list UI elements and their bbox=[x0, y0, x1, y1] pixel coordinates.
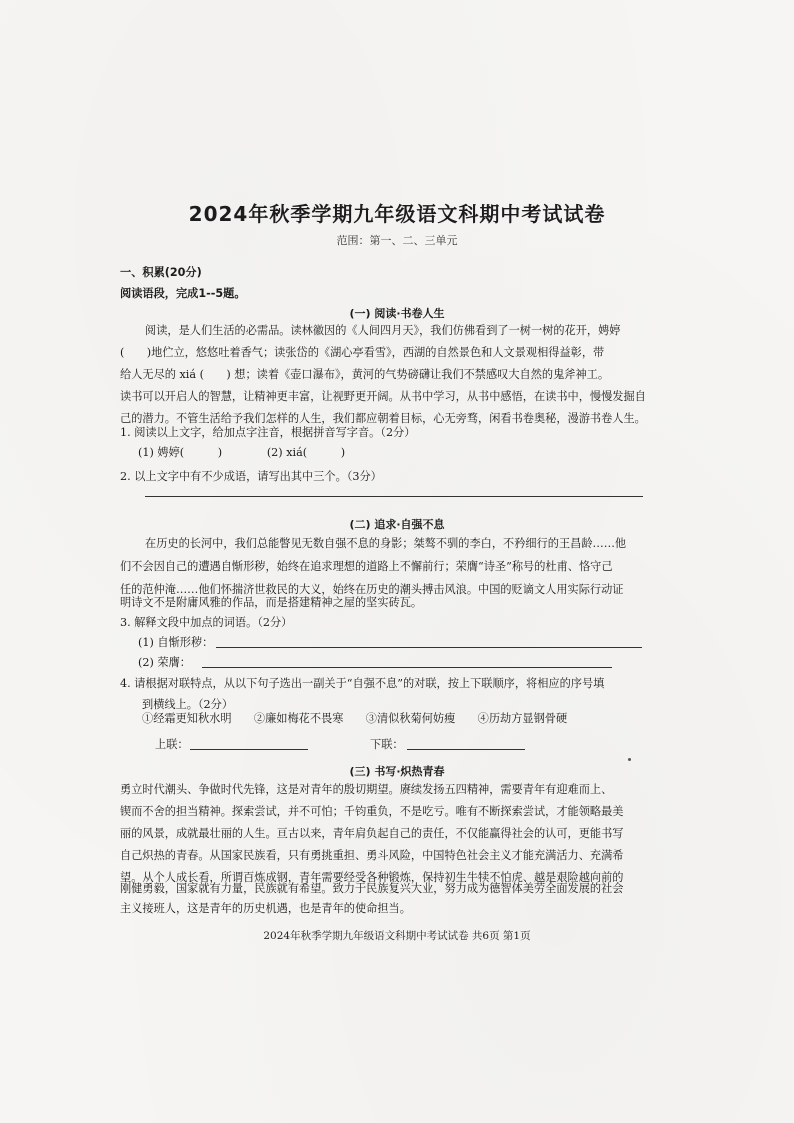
section2-title: (二) 追求·自强不息 bbox=[349, 518, 445, 531]
question-3: 3. 解释文段中加点的词语。（2分） bbox=[120, 616, 293, 629]
exam-title: 2024年秋季学期九年级语文科期中考试试卷 bbox=[188, 202, 606, 226]
answer-line-lower[interactable] bbox=[407, 749, 525, 750]
exam-scope: 范围：第一、二、三单元 bbox=[336, 234, 458, 247]
question-3a: (1) 自惭形秽： bbox=[138, 636, 214, 649]
part1-heading: 一、积累(20分) bbox=[120, 266, 202, 279]
section2-line: 们不会因自己的遭遇自惭形秽，始终在追求理想的道路上不懈前行；荣膺“诗圣”称号的杜甫、恪守己 bbox=[120, 560, 613, 573]
question-4-options: ①经霜更知秋水明 ②廉如梅花不畏寒 ③清似秋菊何妨瘦 ④历劫方显钢骨硬 bbox=[142, 712, 568, 725]
question-2: 2. 以上文字中有不少成语，请写出其中三个。（3分） bbox=[120, 470, 382, 483]
question-1-items: (1) 娉婷( ) (2) xiá( ) bbox=[138, 446, 346, 459]
scan-speck bbox=[628, 758, 631, 761]
section1-line: 己的潜力。不管生活给予我们怎样的人生，我们都应朝着目标，心无旁骛，闲看书卷奥秘，漫游书卷人生。 bbox=[120, 412, 646, 425]
upper-couplet-label: 上联： bbox=[155, 738, 189, 751]
answer-line-upper[interactable] bbox=[190, 749, 308, 750]
question-4-line1: 4. 请根据对联特点，从以下句子选出一副关于“自强不息”的对联，按上下联顺序，将相应的序号填 bbox=[120, 677, 605, 690]
page-footer: 2024年秋季学期九年级语文科期中考试试卷 共6页 第1页 bbox=[263, 930, 531, 942]
section3-line: 丽的风景，成就最壮丽的人生。亘古以来，青年肩负起自己的责任，不仅能赢得社会的认可，更能书写 bbox=[120, 827, 624, 840]
section2-line: 在历史的长河中，我们总能瞥见无数自强不息的身影；桀骜不驯的李白，不矜细行的王昌龄……他 bbox=[145, 537, 627, 550]
answer-line-q3b[interactable] bbox=[202, 667, 612, 668]
section3-line: 望。从个人成长看，所谓百炼成钢，青年需要经受各种锻炼，保持初生牛犊不怕虎、越是艰险越向前的 bbox=[120, 871, 624, 884]
section3-title: (三) 书写·炽热青春 bbox=[349, 765, 445, 778]
question-3b: (2) 荣膺： bbox=[138, 656, 191, 669]
answer-line-q3a[interactable] bbox=[216, 647, 642, 648]
part1-instruction: 阅读语段，完成1--5题。 bbox=[120, 287, 246, 300]
section2-line: 任的范仲淹……他们怀揣济世救民的大义，始终在历史的潮头搏击风浪。中国的贬谪文人用实际行动证 bbox=[120, 583, 624, 596]
section1-line: 读书可以开启人的智慧，让精神更丰富，让视野更开阔。从书中学习，从书中感悟，在读书中，慢慢发掘自 bbox=[120, 390, 646, 403]
section2-line: 明诗文不是附庸风雅的作品，而是搭建精神之屋的坚实砖瓦。 bbox=[120, 596, 423, 609]
section1-title: (一) 阅读·书卷人生 bbox=[349, 307, 445, 320]
question-4-line2: 到横线上。（2分） bbox=[142, 698, 234, 711]
section3-line: 自己炽热的青春。从国家民族看，只有勇挑重担、勇斗风险，中国特色社会主义才能充满活力、充满希 bbox=[120, 849, 624, 862]
section3-line: 刚健勇毅，国家就有力量，民族就有希望。致力于民族复兴大业，努力成为德智体美劳全面发展的社会 bbox=[120, 882, 624, 895]
section1-line: 给人无尽的 xiá ( ) 想；读着《壶口瀑布》，黄河的气势磅礴让我们不禁感叹大自然的鬼斧神工。 bbox=[120, 368, 610, 381]
lower-couplet-label: 下联： bbox=[370, 738, 404, 751]
section3-line: 主义接班人，这是青年的历史机遇，也是青年的使命担当。 bbox=[120, 902, 411, 915]
answer-line-q2[interactable] bbox=[145, 496, 643, 497]
section3-line: 勇立时代潮头、争做时代先锋，这是对青年的殷切期望。赓续发扬五四精神，需要青年有迎难而上、 bbox=[120, 783, 613, 796]
section3-line: 锲而不舍的担当精神。探索尝试，并不可怕；千钧重负，不是吃亏。唯有不断探索尝试，才能领略最美 bbox=[120, 805, 624, 818]
question-1: 1. 阅读以上文字，给加点字注音，根据拼音写字音。（2分） bbox=[120, 426, 416, 439]
section1-line: ( )地伫立，悠悠吐着香气；读张岱的《湖心亭看雪》，西湖的自然景色和人文景观相得益彰，带 bbox=[120, 346, 605, 359]
section1-line: 阅读，是人们生活的必需品。读林徽因的《人间四月天》，我们仿佛看到了一树一树的花开，娉婷 bbox=[145, 324, 621, 337]
